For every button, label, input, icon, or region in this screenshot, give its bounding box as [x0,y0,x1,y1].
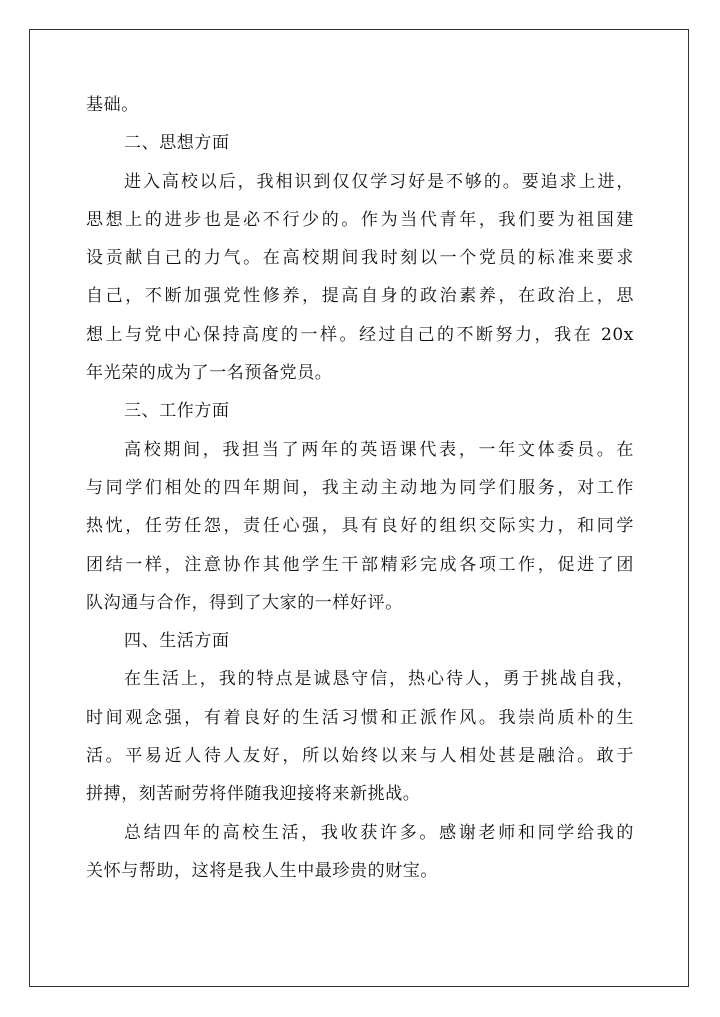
paragraph-line: 与同学们相处的四年期间，我主动主动地为同学们服务，对工作 [86,477,634,498]
paragraph-line: 在生活上，我的特点是诚恳守信，热心待人，勇于挑战自我， [124,669,634,690]
section-heading-thought: 二、思想方面 [124,133,230,154]
paragraph-line: 想上与党中心保持高度的一样。经过自己的不断努力，我在 20x [86,324,634,345]
summary-paragraph-line: 总结四年的高校生活，我收获许多。感谢老师和同学给我的 [124,822,634,843]
paragraph-line: 进入高校以后，我相识到仅仅学习好是不够的。要追求上进， [124,171,634,192]
section-heading-work: 三、工作方面 [124,401,230,422]
paragraph-line: 年光荣的成为了一名预备党员。 [86,363,333,384]
summary-paragraph-line: 关怀与帮助，这将是我人生中最珍贵的财宝。 [86,860,438,881]
paragraph-line: 高校期间，我担当了两年的英语课代表，一年文体委员。在 [124,439,634,460]
section-heading-life: 四、生活方面 [124,631,230,652]
paragraph-line: 热忱，任劳任怨，责任心强，具有良好的组织交际实力，和同学 [86,516,634,537]
document-body [86,86,634,890]
paragraph-line: 自己，不断加强党性修养，提高自身的政治素养，在政治上，思 [86,286,634,307]
paragraph-line: 团结一样，注意协作其他学生干部精彩完成各项工作，促进了团 [86,554,634,575]
paragraph-line: 活。平易近人待人友好，所以始终以来与人相处甚是融洽。敢于 [86,746,634,767]
paragraph-line: 设贡献自己的力气。在高校期间我时刻以一个党员的标准来要求 [86,248,634,269]
paragraph-line: 拼搏，刻苦耐劳将伴随我迎接将来新挑战。 [86,784,421,805]
paragraph-line: 队沟通与合作，得到了大家的一样好评。 [86,592,403,613]
paragraph-line: 时间观念强，有着良好的生活习惯和正派作风。我崇尚质朴的生 [86,707,634,728]
paragraph-line: 思想上的进步也是必不行少的。作为当代青年，我们要为祖国建 [86,209,634,230]
paragraph-line-continuation: 基础。 [86,95,139,115]
